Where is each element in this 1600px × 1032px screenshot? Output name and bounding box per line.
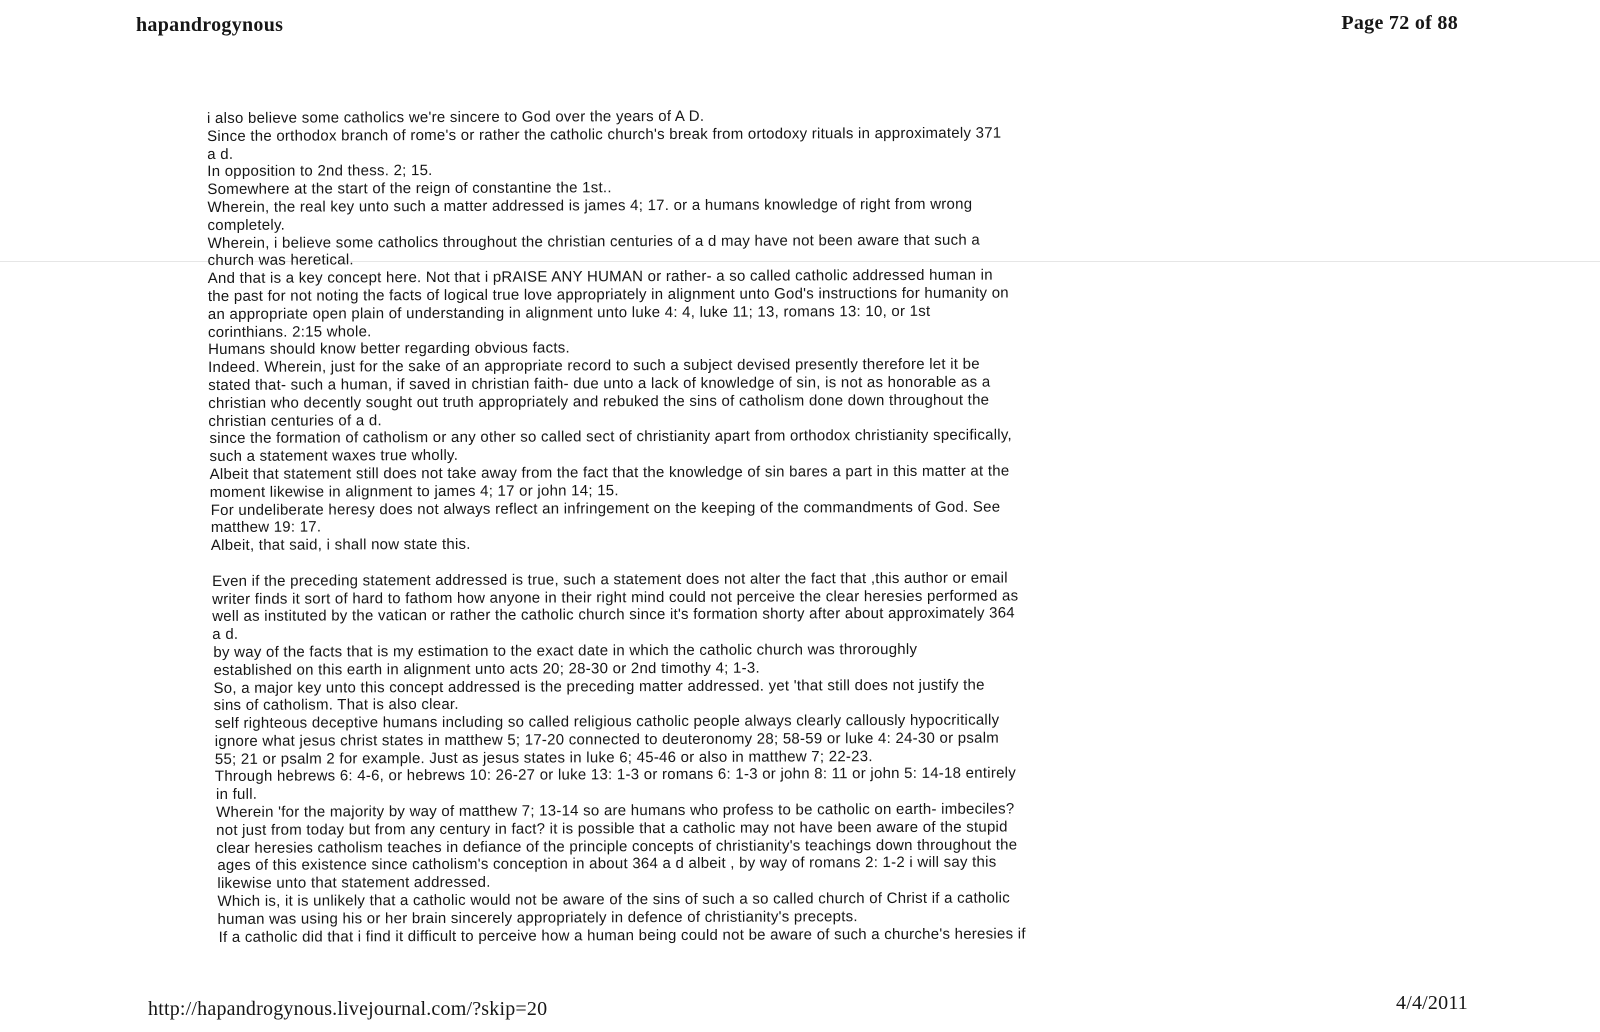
body-line: by way of the facts that is my estimation to the exact date in which the catholic church was throroughly <box>213 640 918 661</box>
body-line: moment likewise in alignment to james 4; 17 or john 14; 15. <box>209 481 619 501</box>
body-line: well as instituted by the vatican or rather the catholic church since it's formation shorty after about approximately 364 <box>212 604 1015 626</box>
body-line: a d. <box>212 625 239 644</box>
body-line: clear heresies catholism teaches in defiance of the principle concepts of christianity's teachings down throughout the <box>216 836 1018 857</box>
body-line: Albeit that statement still does not take away from the fact that the knowledge of sin bares a part in this matter at the <box>209 462 1010 483</box>
body-line: For undeliberate heresy does not always reflect an infringement on the keeping of the commandments of God. See <box>210 498 1001 519</box>
body-line: Indeed. Wherein, just for the sake of an appropriate record to such a subject devised presently therefore let it be <box>208 355 980 377</box>
body-line: Humans should know better regarding obvious facts. <box>208 339 570 359</box>
footer-date: 4/4/2011 <box>1396 992 1468 1014</box>
body-line: the past for not noting the facts of logical true love appropriately in alignment unto God's instructions for humanity on <box>207 284 1009 305</box>
body-line: Wherein, the real key unto such a matter addressed is james 4; 17. or a humans knowledge of right from wrong <box>207 195 973 216</box>
body-line: Wherein, i believe some catholics throughout the christian centuries of a d may have not been aware that such a <box>207 231 980 252</box>
body-line: established on this earth in alignment unto acts 20; 28-30 or 2nd timothy 4; 1-3. <box>213 659 760 679</box>
body-line: Since the orthodox branch of rome's or rather the catholic church's break from ortodoxy rituals in approximately 371 <box>207 124 1002 145</box>
footer-url: http://hapandrogynous.livejournal.com/?skip=20 <box>148 998 548 1020</box>
body-line: Wherein 'for the majority by way of matthew 7; 13-14 so are humans who profess to be catholic on earth- imbeciles? <box>216 800 1015 822</box>
body-line: an appropriate open plain of understanding in alignment unto luke 4: 4, luke 11; 13, romans 13: 10, or 1st <box>207 302 931 323</box>
body-line: Even if the preceding statement addressed is true, such a statement does not alter the fact that ,this author or email <box>212 569 1008 590</box>
body-line: Which is, it is unlikely that a catholic would not be aware of the sins of such a so called church of Christ if a catholic <box>217 889 1011 911</box>
header-site-name: hapandrogynous <box>136 14 284 36</box>
body-line: corinthians. 2:15 whole. <box>207 322 372 341</box>
body-line: In opposition to 2nd thess. 2; 15. <box>207 162 433 181</box>
body-line: stated that- such a human, if saved in christian faith- due unto a lack of knowledge of sin, is not as honorable as a <box>208 373 991 394</box>
body-line: Somewhere at the start of the reign of constantine the 1st.. <box>207 179 612 199</box>
body-line: And that is a key concept here. Not that i pRAISE ANY HUMAN or rather- a so called catholic addressed human in <box>207 266 993 288</box>
body-line: self righteous deceptive humans including so called religious catholic people always clearly callously hypocritically <box>214 711 1000 733</box>
body-line: writer finds it sort of hard to fathom how anyone in their right mind could not perceive the clear heresies performed as <box>212 586 1019 608</box>
body-line: If a catholic did that i find it difficult to perceive how a human being could not be aware of such a churche's heresies if <box>218 925 1026 946</box>
body-line: ages of this existence since catholism's conception in about 364 a d albeit , by way of romans 2: 1-2 i will say this <box>217 854 997 875</box>
body-line: human was using his or her brain sincerely appropriately in defence of christianity's precepts. <box>217 908 858 928</box>
body-line: not just from today but from any century in fact? it is possible that a catholic may not have been aware of the stupid <box>216 818 1008 839</box>
body-line: Albeit, that said, i shall now state this. <box>210 535 471 555</box>
body-line: i also believe some catholics we're sincere to God over the years of A D. <box>207 107 705 127</box>
body-line: matthew 19: 17. <box>210 518 322 537</box>
body-line: Through hebrews 6: 4-6, or hebrews 10: 26-27 or luke 13: 1-3 or romans 6: 1-3 or john 8: 11 or john 5: 14-18 entirely <box>214 764 1017 786</box>
body-line: completely. <box>207 216 286 234</box>
body-line: church was heretical. <box>207 251 354 270</box>
body-line: such a statement waxes true wholly. <box>209 447 459 466</box>
body-line: So, a major key unto this concept addressed is the preceding matter addressed. yet 'that still does not justify the <box>213 676 985 697</box>
body-line: likewise unto that statement addressed. <box>217 874 491 893</box>
body-line: sins of catholism. That is also clear. <box>213 696 459 715</box>
body-line: in full. <box>215 786 258 804</box>
body-line: christian who decently sought out truth appropriately and rebuked the sins of catholism done down throughout the <box>208 391 990 412</box>
body-line: since the formation of catholism or any other so called sect of christianity apart from orthodox christianity specifically, <box>209 426 1012 448</box>
body-line: 55; 21 or psalm 2 for example. Just as jesus states in luke 6; 45-46 or also in matthew 7; 22-23. <box>214 747 873 768</box>
body-line: christian centuries of a d. <box>208 411 382 430</box>
document-body <box>207 105 1471 947</box>
body-line: a d. <box>207 145 234 163</box>
body-line: ignore what jesus christ states in matthew 5; 17-20 connected to deuteronomy 28; 58-59 or luke 4: 24-30 or psalm <box>214 729 1000 750</box>
header-page-indicator: Page 72 of 88 <box>1341 12 1458 34</box>
